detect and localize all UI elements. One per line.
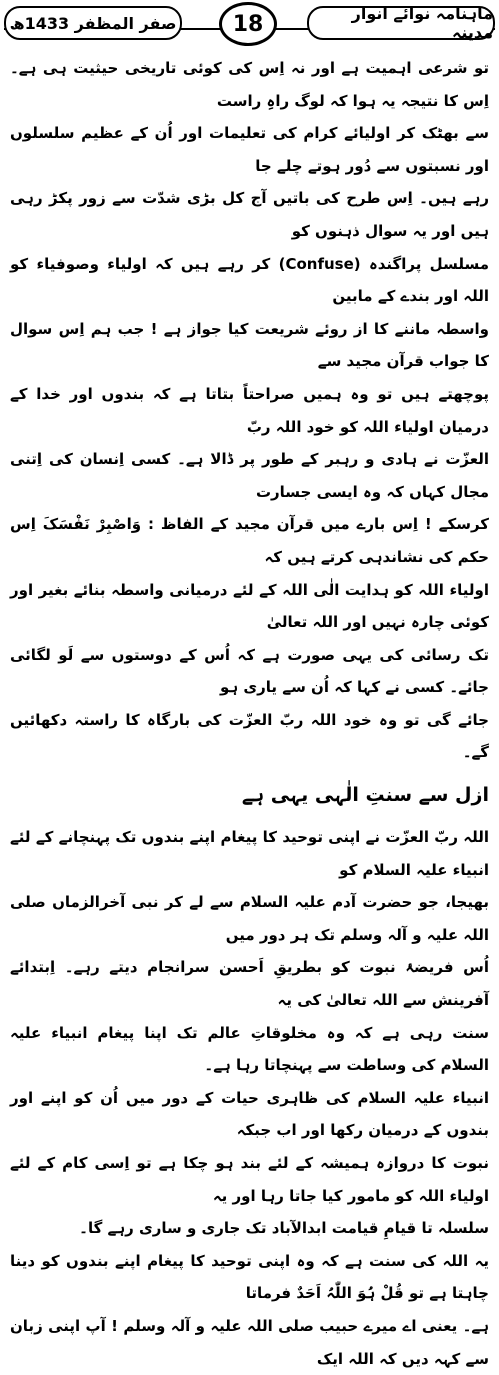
paragraph: رہے ہیں۔ اِس طرح کی باتیں آج کل بڑی شدّت سے زور پکڑ رہی ہیں اور یہ سوال ذہنوں کو bbox=[10, 189, 489, 240]
section-heading: ازل سے سنتِ الٰہی یہی ہے bbox=[241, 784, 489, 807]
paragraph: ہے۔ یعنی اے میرے حبیب صلی اللہ علیہ و آلہ وسلم ! آپ اپنی زبان سے کہہ دیں کہ اللہ ایک bbox=[10, 1316, 489, 1368]
paragraph: تک رسائی کی یہی صورت ہے کہ اُس کے دوستوں سے لَو لگائی جائے۔ کسی نے کہا کہ اُن سے یاری ہو bbox=[10, 645, 489, 697]
paragraph: بھیجا، جو حضرت آدم علیہ السلام سے لے کر نبی آخرالزماں صلی اللہ علیہ و آلہ وسلم تک ہر دور میں bbox=[10, 893, 489, 944]
paragraph: پوچھتے ہیں تو وہ ہمیں صراحتاً بتاتا ہے کہ بندوں اور خدا کے درمیان اولیاء اللہ کو خود اللہ ربّ bbox=[10, 384, 489, 436]
paragraph: واسطہ ماننے کا از روئے شریعت کیا جواز ہے ! جب ہم اِس سوال کا جواب قرآن مجید سے bbox=[10, 319, 489, 371]
magazine-title-box bbox=[307, 6, 495, 40]
issue-date-box bbox=[4, 6, 182, 40]
paragraph: مسلسل پراگندہ (Confuse) کر رہے ہیں کہ اولیاء وصوفیاء کو اللہ اور بندے کے مابین bbox=[10, 254, 490, 306]
paragraph: سلسلہ تا قیامِ قیامت ابدالآباد تک جاری و ساری رہے گا۔ bbox=[79, 1219, 489, 1238]
paragraph: انبیاء علیہ السلام کی ظاہری حیات کے دور میں اُن کو اپنے اور بندوں کے درمیان رکھا اور اب جبکہ bbox=[10, 1088, 489, 1140]
page-header bbox=[0, 0, 499, 52]
paragraph: العزّت نے ہادی و رہبر کے طور پر ڈالا ہے۔ کسی اِنسان کی اِتنی مجال کہاں کہ وہ ایسی جسارت bbox=[10, 450, 489, 501]
magazine-title: ماہنامہ نوائے انوار مدینہ bbox=[351, 4, 493, 42]
paragraph: تو شرعی اہمیت ہے اور نہ اِس کی کوئی تاریخی حیثیت ہی ہے۔ اِس کا نتیجہ یہ ہوا کہ لوگ راہِ راست bbox=[10, 59, 489, 110]
paragraph: جائے گی تو وہ خود اللہ ربّ العزّت کی بارگاہ کا راستہ دکھائیں گے۔ bbox=[10, 710, 489, 762]
page-number: 18 bbox=[232, 11, 264, 37]
page-number-badge bbox=[219, 2, 277, 46]
paragraph: اُس فریضۂ نبوت کو بطریقِ اَحسن سرانجام دیتے رہے۔ اِبتدائے آفرینش سے اللہ تعالیٰ کی یہ bbox=[10, 958, 489, 1010]
paragraph: اللہ ربّ العزّت نے اپنی توحید کا پیغام اپنے بندوں تک پہنچانے کے لئے انبیاء علیہ السلام کو bbox=[10, 828, 489, 879]
paragraph: یہ اللہ کی سنت ہے کہ وہ اپنی توحید کا پیغام اپنے بندوں کو دینا چاہتا ہے تو قُلْ ہُوَ اللّٰہُ اَحَدٌ فرماتا bbox=[10, 1251, 489, 1303]
paragraph: کرسکے ! اِس بارے میں قرآن مجید کے الفاظ : وَاصْبِرْ نَفْسَکَ اِس حکم کی نشاندہی کرتے ہیں کہ bbox=[10, 515, 489, 566]
paragraph: نبوت کا دروازہ ہمیشہ کے لئے بند ہو چکا ہے تو اِسی کام کے لئے اولیاء اللہ کو مامور کیا جاتا رہا اور یہ bbox=[10, 1154, 489, 1205]
paragraph: اولیاء اللہ کو ہدایت الٰی اللہ کے لئے درمیانی واسطہ بنائے بغیر اور کوئی چارہ نہیں اور اللہ تعالیٰ bbox=[10, 580, 489, 632]
paragraph: سے بھٹک کر اولیائے کرام کی تعلیمات اور اُن کے عظیم سلسلوں اور نسبتوں سے دُور ہوتے چلے جا bbox=[10, 124, 489, 175]
paragraph: سنت رہی ہے کہ وہ مخلوقاتِ عالم تک اپنا پیغام انبیاء علیہ السلام کی وساطت سے پہنچاتا رہا ہے۔ bbox=[10, 1023, 489, 1075]
issue-date: صفر المظفر 1433ھ bbox=[9, 13, 177, 33]
article-body bbox=[10, 52, 489, 1375]
